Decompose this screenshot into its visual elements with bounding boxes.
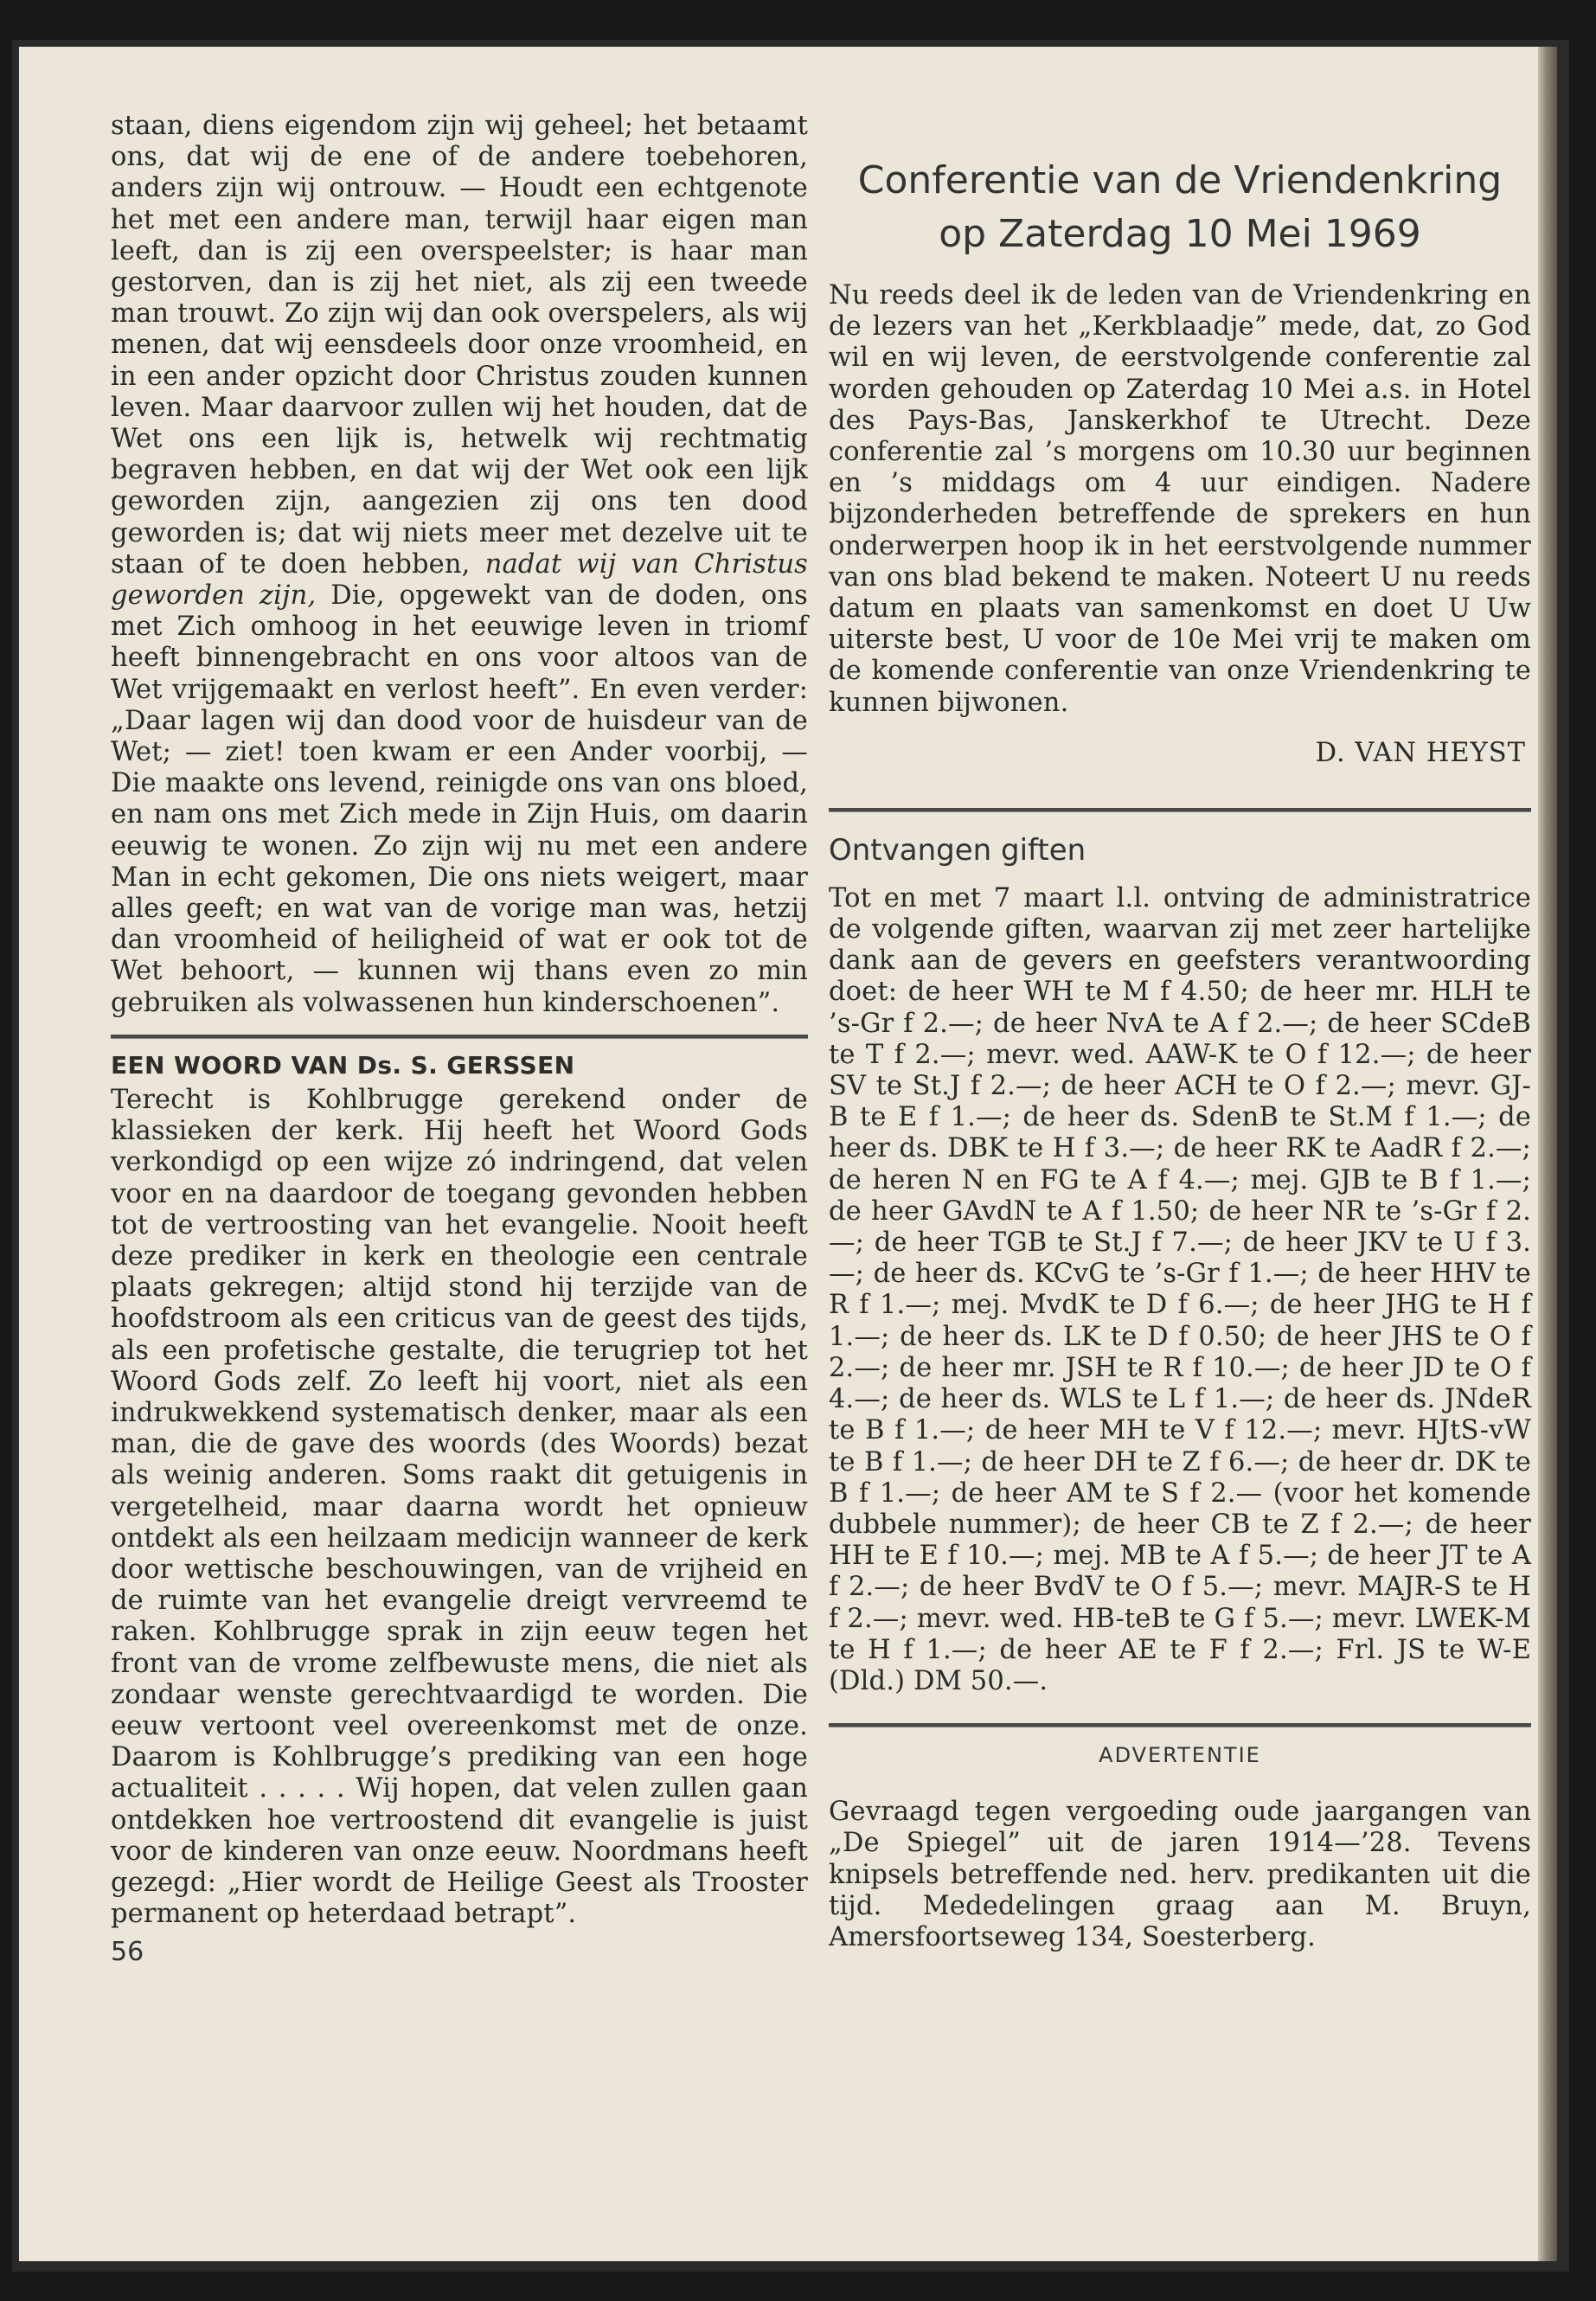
advert-divider — [829, 1723, 1531, 1727]
article-continuation — [111, 111, 808, 1019]
right-column — [829, 154, 1531, 1953]
section-title-gerssen: EEN WOORD VAN Ds. S. GERSSEN — [111, 1050, 575, 1080]
continuation-italic-phrase: nadat wij van Christus geworden zijn, — [111, 548, 808, 612]
gifts-divider — [829, 808, 1531, 812]
conference-title — [829, 154, 1531, 261]
gifts-title: Ontvangen giften — [829, 832, 1086, 868]
section-divider — [111, 1035, 808, 1039]
conference-text: Nu reeds deel ik de leden van de Vriendenkring en de lezers van het „Kerkblaadje” mede, dat, zo God wil en wij leven, de eerstvolgende conferentie zal worden gehouden op Zaterdag 10 Mei a.s. in Hotel des Pays-Bas, Janskerkhof te Utrecht. Deze conferentie zal ’s morgens om 10.30 uur beginnen en ’s middags om 4 uur eindigen. Nadere bijzonderheden betreffende de sprekers en hun onderwerpen hoop ik in het eerstvolgende nummer van ons blad bekend te maken. Noteert U nu reeds datum en plaats van samenkomst en doet U Uw uiterste best, U voor de 10e Mei vrij te maken om de komende conferentie van onze Vriendenkring te kunnen bijwonen. — [829, 280, 1531, 718]
continuation-text-end: Die, opgewekt van de doden, ons met Zich omhoog in het eeuwige leven in triomf heeft binnengebracht en ons voor altoos van de Wet vrijgemaakt en verlost heeft”. En even verder: „Daar lagen wij dan dood voor de huisdeur van de Wet; — ziet! toen kwam er een Ander voorbij, — Die maakte ons levend, reinigde ons van ons bloed, en nam ons met Zich mede in Zijn Huis, om daarin eeuwig te wonen. Zo zijn wij nu met een andere Man in echt gekomen, Die ons niets weigert, maar alles geeft; en wat van de vorige man was, hetzij dan vroomheid of heiligheid of wat er ook tot de Wet behoort, — kunnen wij thans even zo min gebruiken als volwassenen hun kinderschoenen”. — [111, 580, 808, 1018]
page-edge — [1538, 47, 1557, 2261]
advert-label: ADVERTENTIE — [1099, 1743, 1261, 1768]
conference-title-line1: Conferentie van de Vriendenkring — [857, 158, 1503, 202]
section-text-gerssen: Terecht is Kohlbrugge gerekend onder de klassieken der kerk. Hij heeft het Woord Gods verkondigd op een wijze zó indringend, dat velen voor en na daardoor de toegang gevonden hebben tot de vertroosting van het evangelie. Nooit heeft deze prediker in kerk en theologie een centrale plaats gekregen; altijd stond hij terzijde van de hoofdstroom als een criticus van de geest des tijds, als een profetische gestalte, die terugriep tot het Woord Gods zelf. Zo leeft hij voort, niet als een indrukwekkend systematisch denker, maar als een man, die de gave des woords (des Woords) bezat als weinig anderen. Soms raakt dit getuigenis in vergetelheid, maar daarna wordt het opnieuw ontdekt als een heilzaam medicijn wanneer de kerk door wettische beschouwingen, van de vrijheid en de ruimte van het evangelie dreigt vervreemd te raken. Kohlbrugge sprak in zijn eeuw tegen het front van de vrome zelfbewuste mens, die niet als zondaar wenste gerechtvaardigd te worden. Die eeuw vertoont veel overeenkomst met de onze. Daarom is Kohlbrugge’s prediking van een hoge actualiteit . . . . . Wij hopen, dat velen zullen gaan ontdekken hoe vertroostend dit evangelie is juist voor de kinderen van onze eeuw. Noordmans heeft gezegd: „Hier wordt de Heilige Geest als Trooster permanent op heterdaad betrapt”. — [111, 1084, 808, 1930]
advert-text: Gevraagd tegen vergoeding oude jaargangen van „De Spiegel” uit de jaren 1914—’28. Tevens knipsels betreffende ned. herv. predikanten uit die tijd. Mededelingen graag aan M. Bruyn, Amersfoortseweg 134, Soesterberg. — [829, 1797, 1531, 1952]
conference-title-line2: op Zaterdag 10 Mei 1969 — [939, 212, 1421, 256]
continuation-text-start: staan, diens eigendom zijn wij geheel; het betaamt ons, dat wij de ene of de andere toebehoren, anders zijn wij ontrouw. — Houdt een echtgenote het met een andere man, terwijl haar eigen man leeft, dan is zij een overspeelster; is haar man gestorven, dan is zij het niet, als zij een tweede man trouwt. Zo zijn wij dan ook overspelers, als wij menen, dat wij eensdeels door onze vroomheid, en in een ander opzicht door Christus zouden kunnen leven. Maar daarvoor zullen wij het houden, dat de Wet ons een lijk is, hetwelk wij rechtmatig begraven hebben, en dat wij der Wet ook een lijk geworden zijn, aangezien zij ons ten dood geworden is; dat wij niets meer met dezelve uit te staan of te doen hebben, — [111, 111, 808, 580]
left-column — [111, 111, 808, 1967]
page-number: 56 — [111, 1937, 144, 1968]
gifts-text: Tot en met 7 maart l.l. ontving de administratrice de volgende giften, waarvan zij met zeer hartelijke dank aan de gevers en geefsters verantwoording doet: de heer WH te M f 4.50; de heer mr. HLH te ’s-Gr f 2.—; de heer NvA te A f 2.—; de heer SCdeB te T f 2.—; mevr. wed. AAW-K te O f 12.—; de heer SV te St.J f 2.—; de heer ACH te O f 2.—; mevr. GJ-B te E f 1.—; de heer ds. SdenB te St.M f 1.—; de heer ds. DBK te H f 3.—; de heer RK te AadR f 2.—; de heren N en FG te A f 4.—; mej. GJB te B f 1.—; de heer GAvdN te A f 1.50; de heer NR te ’s-Gr f 2.—; de heer TGB te St.J f 7.—; de heer JKV te U f 3.—; de heer ds. KCvG te ’s-Gr f 1.—; de heer HHV te R f 1.—; mej. MvdK te D f 6.—; de heer JHG te H f 1.—; de heer ds. LK te D f 0.50; de heer JHS te O f 2.—; de heer mr. JSH te R f 10.—; de heer JD te O f 4.—; de heer ds. WLS te L f 1.—; de heer ds. JNdeR te B f 1.—; de heer MH te V f 12.—; mevr. HJtS-vW te B f 1.—; de heer DH te Z f 6.—; de heer dr. DK te B f 1.—; de heer AM te S f 2.— (voor het komende dubbele nummer); de heer CB te Z f 2.—; de heer HH te E f 10.—; mej. MB te A f 5.—; de heer JT te A f 2.—; de heer BvdV te O f 5.—; mevr. MAJR-S te H f 2.—; mevr. wed. HB-teB te G f 5.—; mevr. LWEK-M te H f 1.—; de heer AE te F f 2.—; Frl. JS te W-E (Dld.) DM 50.—. — [829, 882, 1531, 1696]
conference-signature: D. VAN HEYST — [1315, 737, 1526, 768]
